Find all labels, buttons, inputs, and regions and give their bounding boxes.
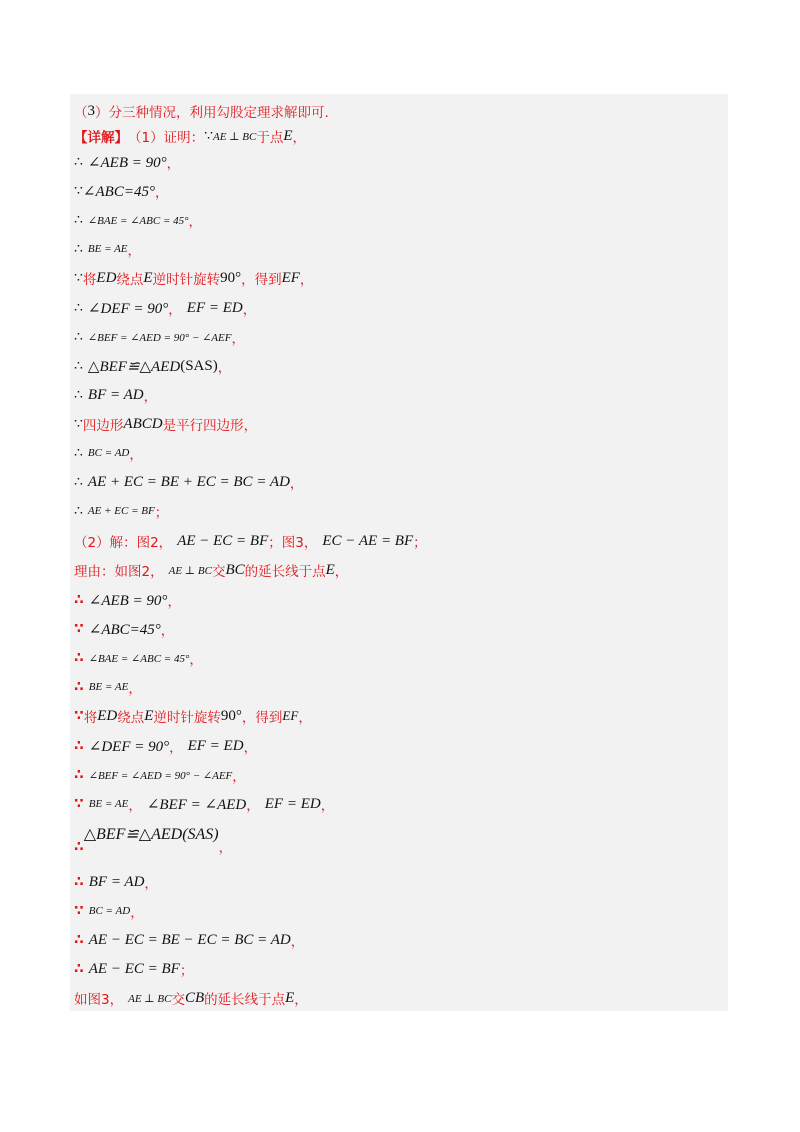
punct: ， (299, 272, 314, 288)
math: E (325, 561, 335, 578)
punct: ， (154, 185, 169, 201)
math: AE ⊥ BC (168, 564, 212, 577)
therefore-symbol: ∴ (74, 839, 84, 855)
punct: ； (413, 535, 427, 551)
number: 3 (87, 102, 95, 119)
math: BC (225, 561, 245, 578)
line-step (74, 958, 724, 980)
math: BF = AD (88, 873, 145, 890)
therefore-symbol: ∴ (74, 874, 84, 890)
math: ABCD (123, 415, 163, 432)
line-detail-start (74, 125, 724, 147)
text: （2）解：图2， (74, 535, 173, 551)
therefore-symbol: ∴ (74, 154, 83, 170)
math: ∠BEF = ∠AED = 90° − ∠AEF (87, 331, 232, 344)
text: 逆时针旋转 (153, 710, 221, 726)
line-step (74, 871, 724, 893)
paren-open: （ (74, 105, 88, 121)
math: BC = AD (87, 447, 130, 459)
text: ）分三种情况，利用勾股定理求解即可. (95, 105, 329, 121)
therefore-symbol: ∴ (74, 932, 84, 948)
line-step (74, 500, 724, 522)
therefore-symbol: ∴ (74, 329, 83, 345)
text: ；图3， (268, 535, 318, 551)
line-step (74, 764, 724, 786)
line-step (74, 442, 724, 464)
math: E (144, 707, 154, 724)
line-step (74, 987, 724, 1009)
line-step (74, 705, 724, 727)
line-step (74, 618, 724, 640)
therefore-symbol: ∴ (74, 592, 84, 608)
because-symbol: ∵ (74, 708, 84, 724)
line-step (74, 209, 724, 231)
math: △BEF≌△AED(SAS) (83, 826, 219, 843)
text: 交 (171, 992, 185, 1008)
text: 将 (82, 272, 97, 288)
math: AE + EC = BE + EC = BC = AD (87, 473, 290, 490)
therefore-symbol: ∴ (74, 961, 84, 977)
math: BE = AE (87, 243, 128, 255)
text: （1）证明： (128, 130, 205, 146)
text: 交 (211, 564, 226, 580)
math: EF = ED (186, 299, 243, 316)
punct: ， (218, 840, 233, 856)
math: E (143, 269, 153, 286)
therefore-symbol: ∴ (74, 503, 83, 519)
text: 于点 (256, 130, 284, 146)
math: (SAS) (180, 357, 218, 374)
math: ∠BEF = ∠AED (146, 796, 247, 813)
punct: ， (127, 243, 142, 259)
math: △BEF≌△AED (87, 358, 181, 375)
math: ∠BAE = ∠ABC = 45° (87, 214, 189, 227)
punct: ； (154, 505, 169, 521)
because-symbol: ∵ (74, 621, 84, 637)
math: 90° (220, 269, 242, 286)
text: ，得到 (241, 710, 283, 726)
math: AE − EC = BF (88, 960, 180, 977)
punct: ， (160, 623, 175, 639)
because-symbol: ∵ (204, 128, 214, 144)
punct: ， (289, 476, 304, 492)
therefore-symbol: ∴ (74, 241, 83, 257)
math: ∠BAE = ∠ABC = 45° (88, 652, 190, 665)
punct: ， (217, 360, 232, 376)
because-symbol: ∵ (74, 183, 83, 199)
math: ∠DEF = 90° (87, 300, 169, 317)
math: E (285, 989, 295, 1006)
punct: ， (243, 740, 258, 756)
text: 的延长线于点 (244, 564, 326, 580)
punct: ， (143, 389, 158, 405)
math: EF = ED (187, 737, 244, 754)
math: BE = AE (88, 681, 129, 693)
therefore-symbol: ∴ (74, 300, 83, 316)
math: BF = AD (87, 386, 144, 403)
therefore-symbol: ∴ (74, 650, 84, 666)
math: ∠DEF = 90° (88, 738, 170, 755)
punct: ， (334, 564, 349, 580)
line-step (74, 267, 724, 289)
text: 将 (83, 710, 98, 726)
line-step (74, 238, 724, 260)
line-step (74, 589, 724, 611)
math: BE = AE (88, 798, 129, 810)
math: EF (282, 708, 299, 723)
line-step (74, 900, 724, 922)
detail-label: 【详解】 (74, 130, 128, 146)
math: 90° (220, 707, 242, 724)
punct: ； (179, 963, 194, 979)
line-step (74, 824, 724, 858)
punct: ， (168, 302, 182, 318)
punct: ， (128, 798, 142, 814)
punct: ， (231, 331, 245, 347)
because-symbol: ∵ (74, 796, 84, 812)
punct: ， (320, 798, 335, 814)
solution-panel (70, 94, 728, 1011)
punct: ， (298, 710, 312, 726)
math: ED (96, 269, 117, 286)
math: AE + EC = BF (87, 505, 155, 517)
therefore-symbol: ∴ (74, 679, 84, 695)
therefore-symbol: ∴ (74, 445, 83, 461)
line-step (74, 151, 724, 173)
math: BC = AD (88, 905, 131, 917)
line-part3-hint (74, 100, 724, 122)
line-step (74, 384, 724, 406)
therefore-symbol: ∴ (74, 767, 84, 783)
math: ∠AEB = 90° (87, 154, 167, 171)
line-step (74, 355, 724, 377)
text: 绕点 (116, 272, 144, 288)
punct: ， (246, 798, 260, 814)
math: CB (184, 989, 205, 1006)
therefore-symbol: ∴ (74, 387, 83, 403)
punct: ， (128, 681, 142, 697)
line-step (74, 559, 724, 581)
line-step (74, 413, 724, 435)
punct: ， (169, 740, 183, 756)
math: ED (97, 707, 118, 724)
text: ，得到 (241, 272, 282, 288)
therefore-symbol: ∴ (74, 212, 83, 228)
punct: ， (242, 302, 257, 318)
punct: ， (294, 992, 308, 1008)
line-step (74, 647, 724, 669)
line-step (74, 676, 724, 698)
punct: ， (189, 652, 203, 668)
therefore-symbol: ∴ (74, 738, 84, 754)
line-step (74, 735, 724, 757)
line-step (74, 180, 724, 202)
text: 的延长线于点 (204, 992, 286, 1008)
text: 是平行四边形， (162, 418, 258, 434)
punct: ， (129, 447, 143, 463)
line-step (74, 326, 724, 348)
punct: ， (167, 594, 181, 610)
because-symbol: ∵ (74, 903, 84, 919)
math: ∠BEF = ∠AED = 90° − ∠AEF (88, 769, 233, 782)
math: AE ⊥ BC (128, 992, 172, 1005)
punct: ， (232, 769, 246, 785)
text: 绕点 (117, 710, 145, 726)
math: ∠ABC=45° (82, 183, 155, 200)
line-step (74, 929, 724, 951)
punct: ， (188, 214, 203, 230)
line-part2-answer (74, 530, 724, 552)
text: 四边形 (82, 418, 124, 434)
line-step (74, 297, 724, 319)
text: 逆时针旋转 (152, 272, 221, 288)
punct: ， (290, 934, 305, 950)
math: AE − EC = BF (177, 532, 269, 549)
math: EC − AE = BF (322, 532, 414, 549)
math: ∠ABC=45° (88, 621, 161, 638)
text: 如图3， (74, 992, 124, 1008)
math: EF (281, 269, 300, 286)
punct: ， (144, 876, 158, 892)
line-step (74, 471, 724, 493)
math: AE ⊥ BC (213, 130, 257, 143)
math: AE − EC = BE − EC = BC = AD (88, 931, 291, 948)
therefore-symbol: ∴ (74, 358, 83, 374)
because-symbol: ∵ (74, 416, 83, 432)
punct: ， (130, 905, 144, 921)
math: E (283, 127, 293, 144)
therefore-symbol: ∴ (74, 474, 83, 490)
because-symbol: ∵ (74, 270, 83, 286)
punct: ， (292, 130, 307, 146)
text: 理由：如图2， (74, 564, 164, 580)
math: ∠AEB = 90° (88, 592, 168, 609)
punct: ， (166, 156, 181, 172)
line-step (74, 793, 724, 815)
math: EF = ED (264, 795, 321, 812)
